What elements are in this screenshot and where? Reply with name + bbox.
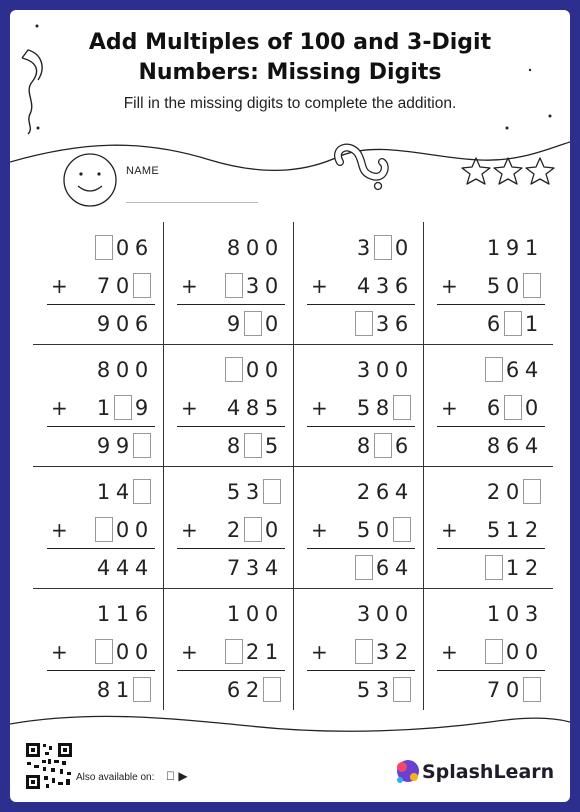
digit: 0 bbox=[134, 518, 149, 542]
digit: 6 bbox=[394, 434, 409, 458]
bottom-wave-line bbox=[10, 716, 570, 731]
sum-line bbox=[437, 670, 545, 671]
digit: 6 bbox=[375, 556, 390, 580]
digit: 2 bbox=[524, 518, 539, 542]
top-number-row bbox=[423, 354, 553, 386]
plus-sign: + bbox=[51, 518, 68, 542]
addend-number-row bbox=[33, 636, 163, 668]
digit: 6 bbox=[375, 480, 390, 504]
addition-problem bbox=[293, 466, 423, 588]
title-line-1: Add Multiples of 100 and 3-Digit bbox=[88, 30, 492, 55]
addend-number-row bbox=[163, 514, 293, 546]
digit: 1 bbox=[505, 556, 520, 580]
digit: 0 bbox=[375, 358, 390, 382]
missing-digit-box[interactable] bbox=[355, 311, 373, 336]
digit: 9 bbox=[505, 236, 520, 260]
digit: 0 bbox=[115, 640, 130, 664]
addend-number-row bbox=[163, 392, 293, 424]
sum-number-row bbox=[163, 308, 293, 340]
digit: 2 bbox=[394, 640, 409, 664]
top-number-row bbox=[423, 476, 553, 508]
addend-number-row bbox=[423, 392, 553, 424]
digit: 1 bbox=[96, 602, 111, 626]
missing-digit-box[interactable] bbox=[393, 677, 411, 702]
sum-line bbox=[307, 426, 415, 427]
digit: 1 bbox=[115, 678, 130, 702]
digit: 1 bbox=[524, 236, 539, 260]
addition-problem bbox=[293, 588, 423, 710]
digit: 6 bbox=[226, 678, 241, 702]
sum-line bbox=[177, 426, 285, 427]
missing-digit-box[interactable] bbox=[133, 677, 151, 702]
missing-digit-box[interactable] bbox=[355, 639, 373, 664]
available-on-text: Also available on: bbox=[76, 772, 155, 783]
title-line-2: Numbers: Missing Digits bbox=[138, 60, 442, 85]
digit: 0 bbox=[264, 274, 279, 298]
digit: 0 bbox=[264, 518, 279, 542]
top-number-row bbox=[423, 598, 553, 630]
sum-number-row bbox=[293, 552, 423, 584]
top-number-row bbox=[33, 354, 163, 386]
digit: 1 bbox=[226, 602, 241, 626]
addend-number-row bbox=[423, 514, 553, 546]
plus-sign: + bbox=[311, 396, 328, 420]
plus-sign: + bbox=[311, 274, 328, 298]
problem-grid bbox=[33, 222, 553, 710]
digit: 0 bbox=[245, 236, 260, 260]
digit: 0 bbox=[505, 678, 520, 702]
sum-number-row bbox=[33, 674, 163, 706]
digit: 4 bbox=[524, 358, 539, 382]
missing-digit-box[interactable] bbox=[523, 677, 541, 702]
star-rating-icons bbox=[462, 158, 554, 184]
curl-decoration bbox=[338, 148, 385, 177]
digit: 7 bbox=[96, 274, 111, 298]
digit: 4 bbox=[264, 556, 279, 580]
digit: 3 bbox=[356, 358, 371, 382]
digit: 9 bbox=[226, 312, 241, 336]
top-number-row bbox=[293, 354, 423, 386]
plus-sign: + bbox=[441, 274, 458, 298]
instructions-text: Fill in the missing digits to complete the addition. bbox=[123, 95, 457, 112]
top-number-row bbox=[163, 354, 293, 386]
sum-line bbox=[47, 304, 155, 305]
digit: 0 bbox=[505, 274, 520, 298]
digit: 8 bbox=[226, 434, 241, 458]
digit: 6 bbox=[505, 434, 520, 458]
sum-line bbox=[177, 548, 285, 549]
missing-digit-box[interactable] bbox=[504, 311, 522, 336]
sum-line bbox=[437, 304, 545, 305]
digit: 4 bbox=[134, 556, 149, 580]
wave-line bbox=[10, 142, 570, 170]
missing-digit-box[interactable] bbox=[244, 433, 262, 458]
digit: 0 bbox=[375, 518, 390, 542]
digit: 0 bbox=[505, 480, 520, 504]
sum-line bbox=[437, 426, 545, 427]
addition-problem bbox=[33, 344, 163, 466]
plus-sign: + bbox=[51, 274, 68, 298]
name-label: NAME bbox=[126, 165, 159, 177]
digit: 8 bbox=[226, 236, 241, 260]
brand-name: SplashLearn bbox=[422, 761, 555, 783]
digit: 6 bbox=[394, 274, 409, 298]
plus-sign: + bbox=[311, 518, 328, 542]
digit: 1 bbox=[115, 602, 130, 626]
missing-digit-box[interactable] bbox=[225, 273, 243, 298]
plus-sign: + bbox=[181, 518, 198, 542]
plus-sign: + bbox=[51, 640, 68, 664]
digit: 6 bbox=[134, 602, 149, 626]
digit: 0 bbox=[394, 602, 409, 626]
sum-number-row bbox=[33, 308, 163, 340]
addition-problem bbox=[163, 466, 293, 588]
missing-digit-box[interactable] bbox=[485, 639, 503, 664]
sum-line bbox=[307, 304, 415, 305]
missing-digit-box[interactable] bbox=[95, 639, 113, 664]
digit: 2 bbox=[356, 480, 371, 504]
digit: 7 bbox=[486, 678, 501, 702]
top-number-row bbox=[33, 476, 163, 508]
sum-line bbox=[47, 548, 155, 549]
top-number-row bbox=[423, 232, 553, 264]
addition-problem bbox=[423, 588, 553, 710]
digit: 0 bbox=[115, 518, 130, 542]
addend-number-row bbox=[33, 392, 163, 424]
digit: 3 bbox=[356, 236, 371, 260]
play-store-icon[interactable]: ▶ bbox=[166, 769, 176, 783]
digit: 4 bbox=[524, 434, 539, 458]
addition-problem bbox=[163, 588, 293, 710]
worksheet bbox=[10, 10, 570, 802]
digit: 0 bbox=[245, 602, 260, 626]
missing-digit-box[interactable] bbox=[133, 479, 151, 504]
sum-number-row bbox=[163, 552, 293, 584]
digit: 2 bbox=[245, 678, 260, 702]
digit: 2 bbox=[524, 556, 539, 580]
sum-number-row bbox=[293, 308, 423, 340]
digit: 3 bbox=[375, 640, 390, 664]
worksheet-title bbox=[10, 28, 570, 88]
digit: 6 bbox=[505, 358, 520, 382]
sum-number-row bbox=[33, 552, 163, 584]
missing-digit-box[interactable] bbox=[504, 395, 522, 420]
digit: 1 bbox=[524, 312, 539, 336]
missing-digit-box[interactable] bbox=[263, 479, 281, 504]
digit: 3 bbox=[375, 678, 390, 702]
digit: 1 bbox=[486, 236, 501, 260]
addition-problem bbox=[293, 344, 423, 466]
sum-number-row bbox=[423, 308, 553, 340]
digit: 0 bbox=[115, 274, 130, 298]
plus-sign: + bbox=[51, 396, 68, 420]
top-number-row bbox=[293, 476, 423, 508]
digit: 3 bbox=[375, 274, 390, 298]
digit: 0 bbox=[245, 358, 260, 382]
missing-digit-box[interactable] bbox=[133, 433, 151, 458]
digit: 5 bbox=[356, 678, 371, 702]
sum-line bbox=[437, 548, 545, 549]
digit: 9 bbox=[96, 434, 111, 458]
digit: 5 bbox=[356, 518, 371, 542]
digit: 4 bbox=[394, 480, 409, 504]
plus-sign: + bbox=[441, 518, 458, 542]
digit: 5 bbox=[226, 480, 241, 504]
digit: 8 bbox=[96, 678, 111, 702]
top-number-row bbox=[293, 232, 423, 264]
digit: 2 bbox=[245, 640, 260, 664]
top-number-row bbox=[163, 476, 293, 508]
missing-digit-box[interactable] bbox=[355, 555, 373, 580]
digit: 4 bbox=[96, 556, 111, 580]
missing-digit-box[interactable] bbox=[374, 235, 392, 260]
digit: 8 bbox=[486, 434, 501, 458]
digit: 5 bbox=[356, 396, 371, 420]
digit: 1 bbox=[486, 602, 501, 626]
missing-digit-box[interactable] bbox=[244, 517, 262, 542]
digit: 1 bbox=[96, 396, 111, 420]
addition-problem bbox=[33, 588, 163, 710]
digit: 3 bbox=[245, 556, 260, 580]
digit: 0 bbox=[264, 602, 279, 626]
digit: 0 bbox=[524, 396, 539, 420]
plus-sign: + bbox=[181, 640, 198, 664]
digit: 4 bbox=[115, 556, 130, 580]
digit: 7 bbox=[226, 556, 241, 580]
digit: 5 bbox=[264, 434, 279, 458]
splashlearn-logo-icon bbox=[397, 760, 419, 783]
addend-number-row bbox=[423, 270, 553, 302]
digit: 1 bbox=[505, 518, 520, 542]
digit: 1 bbox=[264, 640, 279, 664]
missing-digit-box[interactable] bbox=[263, 677, 281, 702]
sum-line bbox=[177, 670, 285, 671]
digit: 0 bbox=[264, 236, 279, 260]
digit: 0 bbox=[115, 358, 130, 382]
addition-problem bbox=[423, 222, 553, 344]
addition-problem bbox=[293, 222, 423, 344]
addend-number-row bbox=[423, 636, 553, 668]
digit: 0 bbox=[524, 640, 539, 664]
sum-number-row bbox=[423, 552, 553, 584]
digit: 2 bbox=[226, 518, 241, 542]
digit: 3 bbox=[245, 480, 260, 504]
digit: 8 bbox=[356, 434, 371, 458]
plus-sign: + bbox=[441, 396, 458, 420]
digit: 8 bbox=[96, 358, 111, 382]
sum-number-row bbox=[163, 430, 293, 462]
plus-sign: + bbox=[181, 274, 198, 298]
digit: 6 bbox=[394, 312, 409, 336]
missing-digit-box[interactable] bbox=[114, 395, 132, 420]
plus-sign: + bbox=[441, 640, 458, 664]
addend-number-row bbox=[163, 270, 293, 302]
digit: 0 bbox=[264, 312, 279, 336]
addition-problem bbox=[163, 222, 293, 344]
apple-icon[interactable] bbox=[166, 769, 175, 783]
sum-number-row bbox=[293, 430, 423, 462]
addend-number-row bbox=[33, 270, 163, 302]
sum-number-row bbox=[293, 674, 423, 706]
sum-line bbox=[307, 548, 415, 549]
digit: 0 bbox=[394, 236, 409, 260]
digit: 5 bbox=[486, 274, 501, 298]
missing-digit-box[interactable] bbox=[393, 395, 411, 420]
missing-digit-box[interactable] bbox=[485, 357, 503, 382]
addend-number-row bbox=[33, 514, 163, 546]
plus-sign: + bbox=[311, 640, 328, 664]
digit: 3 bbox=[356, 602, 371, 626]
store-icons bbox=[166, 769, 188, 783]
digit: 5 bbox=[486, 518, 501, 542]
addend-number-row bbox=[293, 270, 423, 302]
digit: 4 bbox=[115, 480, 130, 504]
sum-line bbox=[307, 670, 415, 671]
sum-line bbox=[177, 304, 285, 305]
digit: 3 bbox=[524, 602, 539, 626]
addend-number-row bbox=[293, 636, 423, 668]
digit: 0 bbox=[505, 640, 520, 664]
missing-digit-box[interactable] bbox=[485, 555, 503, 580]
digit: 5 bbox=[264, 396, 279, 420]
missing-digit-box[interactable] bbox=[95, 235, 113, 260]
missing-digit-box[interactable] bbox=[225, 357, 243, 382]
digit: 3 bbox=[245, 274, 260, 298]
digit: 9 bbox=[134, 396, 149, 420]
digit: 6 bbox=[486, 312, 501, 336]
addition-problem bbox=[33, 466, 163, 588]
digit: 1 bbox=[96, 480, 111, 504]
missing-digit-box[interactable] bbox=[225, 639, 243, 664]
missing-digit-box[interactable] bbox=[523, 479, 541, 504]
sum-number-row bbox=[33, 430, 163, 462]
digit: 0 bbox=[394, 358, 409, 382]
smiley-face-icon bbox=[64, 154, 116, 206]
sum-line bbox=[47, 670, 155, 671]
name-input-line[interactable] bbox=[126, 202, 258, 203]
digit: 9 bbox=[96, 312, 111, 336]
digit: 0 bbox=[134, 640, 149, 664]
addition-problem bbox=[423, 466, 553, 588]
digit: 0 bbox=[115, 312, 130, 336]
addend-number-row bbox=[293, 514, 423, 546]
plus-sign: + bbox=[181, 396, 198, 420]
digit: 8 bbox=[375, 396, 390, 420]
digit: 4 bbox=[394, 556, 409, 580]
sum-line bbox=[47, 426, 155, 427]
digit: 2 bbox=[486, 480, 501, 504]
sum-number-row bbox=[423, 674, 553, 706]
digit: 4 bbox=[356, 274, 371, 298]
missing-digit-box[interactable] bbox=[95, 517, 113, 542]
missing-digit-box[interactable] bbox=[244, 311, 262, 336]
top-number-row bbox=[163, 232, 293, 264]
digit: 0 bbox=[375, 602, 390, 626]
digit: 6 bbox=[134, 236, 149, 260]
missing-digit-box[interactable] bbox=[523, 273, 541, 298]
sum-number-row bbox=[423, 430, 553, 462]
digit: 3 bbox=[375, 312, 390, 336]
missing-digit-box[interactable] bbox=[374, 433, 392, 458]
addition-problem bbox=[33, 222, 163, 344]
digit: 0 bbox=[264, 358, 279, 382]
digit: 4 bbox=[226, 396, 241, 420]
top-number-row bbox=[33, 232, 163, 264]
top-number-row bbox=[293, 598, 423, 630]
addition-problem bbox=[163, 344, 293, 466]
missing-digit-box[interactable] bbox=[133, 273, 151, 298]
addend-number-row bbox=[163, 636, 293, 668]
sum-number-row bbox=[163, 674, 293, 706]
addend-number-row bbox=[293, 392, 423, 424]
digit: 0 bbox=[115, 236, 130, 260]
digit: 6 bbox=[486, 396, 501, 420]
digit: 0 bbox=[505, 602, 520, 626]
digit: 8 bbox=[245, 396, 260, 420]
digit: 9 bbox=[115, 434, 130, 458]
digit: 6 bbox=[134, 312, 149, 336]
addition-problem bbox=[423, 344, 553, 466]
missing-digit-box[interactable] bbox=[393, 517, 411, 542]
top-number-row bbox=[33, 598, 163, 630]
qr-code-image bbox=[26, 743, 72, 789]
top-number-row bbox=[163, 598, 293, 630]
digit: 0 bbox=[134, 358, 149, 382]
